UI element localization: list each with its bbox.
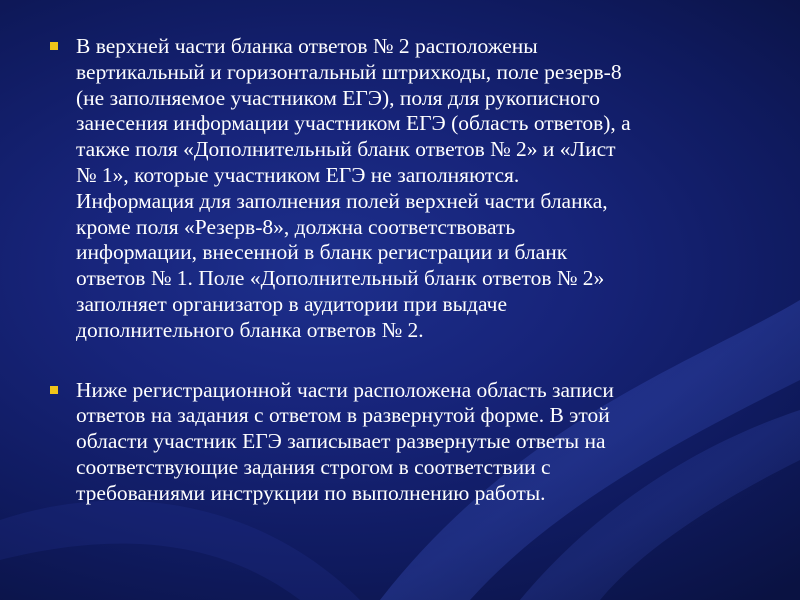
square-bullet-icon [50,42,58,50]
bullet-text-2: Ниже регистрационной части расположена область записи ответов на задания с ответом в развернутой форме. В этой области участник ЕГЭ записывает развернутые ответы на соответствующие задания строгом в соответствии с требованиями инструкции по выполнению работы. [76,377,614,505]
bullet-text-1: В верхней части бланка ответов № 2 расположены вертикальный и горизонтальный штрихкоды, поле резерв-8 (не заполняемое участником ЕГЭ), поля для рукописного занесения информации участником ЕГЭ (область ответов), а также поля «Дополнительный бланк ответов № 2» и «Лист № 1», которые участником ЕГЭ не заполняются. Информация для заполнения полей верхней части бланка, кроме поля «Резерв-8», должна соответствовать информации, внесенной в бланк регистрации и бланк ответов № 1. Поле «Дополнительный бланк ответов № 2» заполняет организатор в аудитории при выдаче дополнительного бланка ответов № 2. [76,34,631,342]
bullet-item-1 [48,34,760,344]
slide-content [48,34,760,507]
square-bullet-icon [50,386,58,394]
bullet-item-2 [48,378,760,507]
